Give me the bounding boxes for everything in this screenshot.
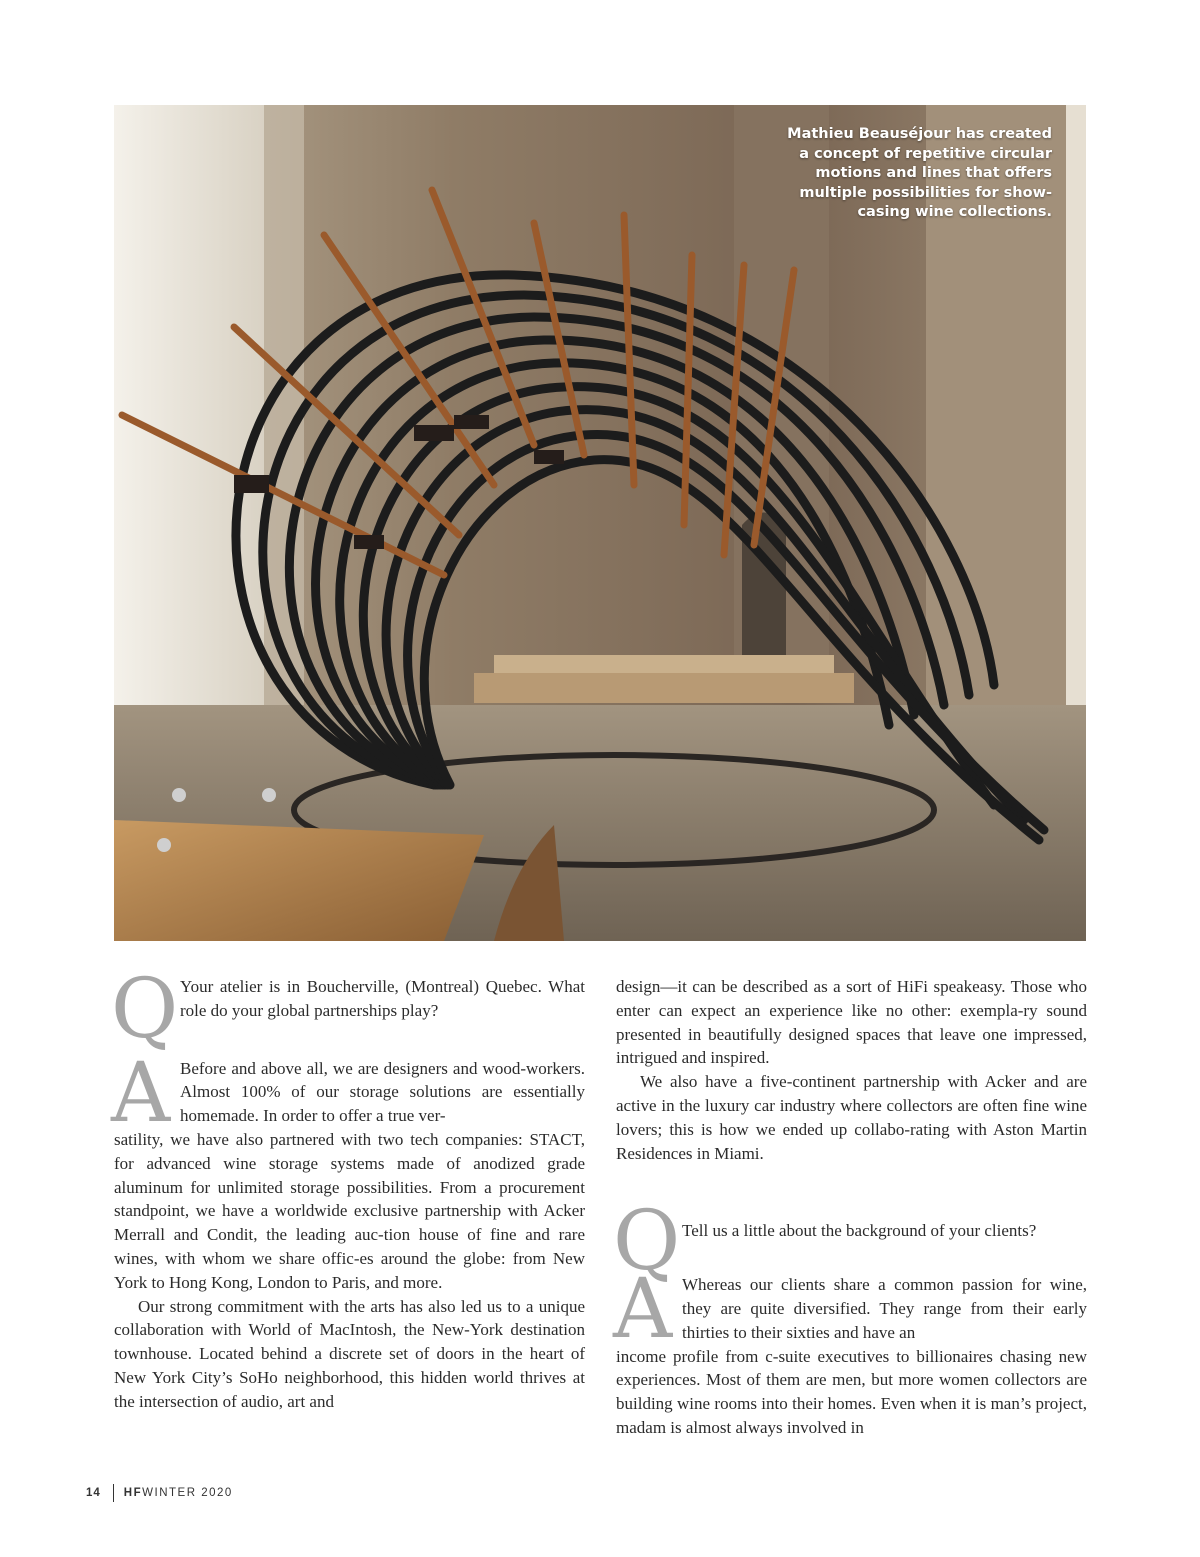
right-column	[613, 975, 1087, 1440]
wine-arch-sculpture-image	[114, 105, 1086, 941]
answer-1-dropcap: A	[111, 1045, 171, 1141]
footer-divider	[113, 1484, 114, 1502]
question-2-dropcap: Q	[613, 1194, 681, 1290]
answer-2-first-lines: Whereas our clients share a common passion for wine, they are quite diversified. They range from their early thirties to their sixties and have an	[682, 1275, 1087, 1342]
magazine-brand: HF	[123, 1487, 143, 1499]
question-2-text: Tell us a little about the background of your clients?	[682, 1221, 1037, 1241]
left-column	[111, 962, 585, 1414]
question-1-text: Your atelier is in Boucherville, (Montreal) Quebec. What role do your global partnerships play?	[180, 977, 585, 1020]
answer-2	[613, 1262, 1087, 1440]
question-2	[613, 1194, 1087, 1290]
answer-2-dropcap: A	[613, 1262, 673, 1358]
answer-1-paragraph-2: Our strong commitment with the arts has also led us to a unique collaboration with World of MacIntosh, the New-York destination townhouse. Located behind a discrete set of doors in the heart of New York City’s SoHo neighborhood, this hidden world thrives at the intersection of audio, art and	[114, 1296, 585, 1411]
photo-caption: Mathieu Beauséjour has created a concept of repetitive circular motions and lines that offers multiple possibilities for show-casing wine collections.	[787, 126, 1052, 221]
hero-photo	[114, 105, 1086, 941]
answer-1-rest: satility, we have also partnered with two tech companies: STACT, for advanced wine storage systems made of anodized grade aluminum for unlimited storage possibilities. From a procurement standpoint, we have a worldwide exclusive partnership with Acker Merrall and Condit, the leading auc-tion house of fine and rare wines, with whom we share offic-es around the globe: from New York to Hong Kong, London to Paris, and more.	[114, 1129, 585, 1292]
page-number: 14	[86, 1487, 101, 1499]
answer-1	[111, 1045, 585, 1414]
right-paragraph-2: We also have a five-continent partnership with Acker and are active in the luxury car industry where collectors are often fine wine lovers; this is how we ended up collabo-rating with Aston Martin Residences in Miami.	[616, 1072, 1087, 1163]
question-1	[111, 962, 585, 1057]
answer-2-rest: income profile from c-suite executives to billionaires chasing new experiences. Most of them are men, but more women collectors are building wine rooms into their homes. Even when it is man’s project, madam is almost always involved in	[616, 1346, 1087, 1437]
answer-1-first-lines: Before and above all, we are designers and wood-workers. Almost 100% of our storage solutions are essentially homemade. In order to offer a true ver-	[180, 1058, 585, 1126]
issue-label: WINTER 2020	[142, 1487, 233, 1499]
right-paragraph-1: design—it can be described as a sort of HiFi speakeasy. Those who enter can expect an experience like no other: exempla-ry sound presented in beautifully designed spaces that leave one impressed, intrigued and inspired.	[616, 977, 1087, 1068]
question-1-dropcap: Q	[111, 962, 179, 1057]
page-footer	[86, 1485, 233, 1501]
